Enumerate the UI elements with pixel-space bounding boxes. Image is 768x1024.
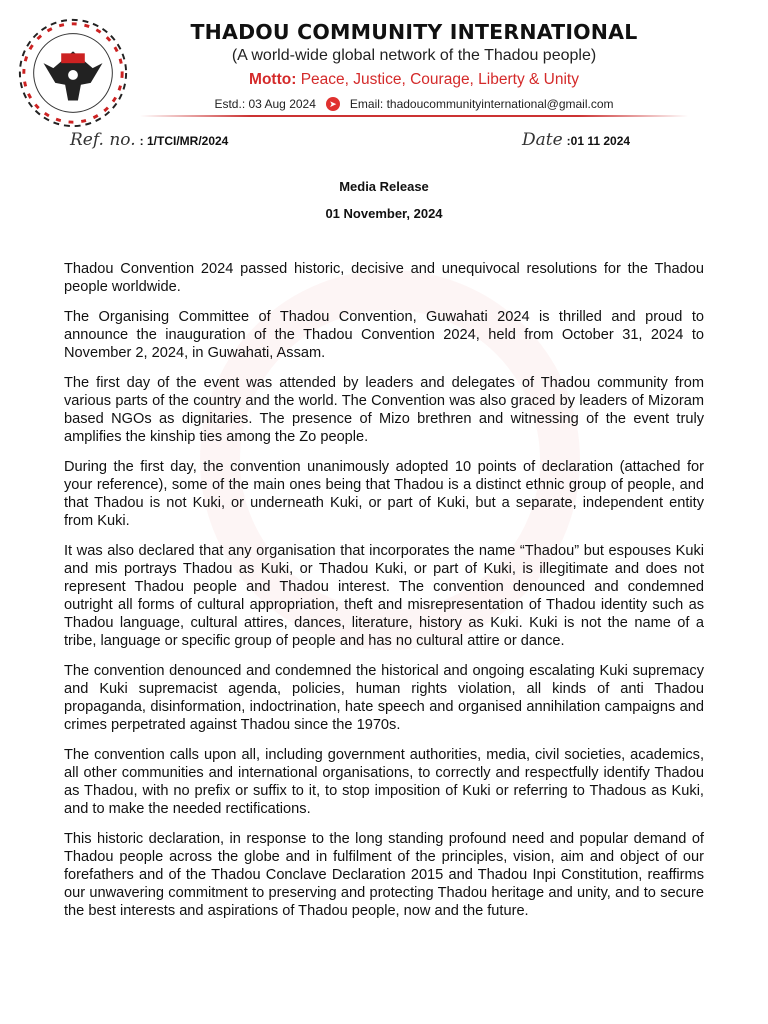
- paragraph: The first day of the event was attended by leaders and delegates of Thadou community from various parts of the country and the world. The Convention was also graced by leaders of Mizoram based NGOs as dignitaries. The presence of Mizo brethren and witnessing of the event truly amplifies the kinship ties among the Zo people.: [64, 375, 704, 445]
- established-date: Estd.: 03 Aug 2024: [214, 97, 316, 111]
- motto: [150, 71, 678, 89]
- release-date: 01 November, 2024: [325, 206, 443, 221]
- paragraph: The Organising Committee of Thadou Convention, Guwahati 2024 is thrilled and proud to announce the inauguration of the Thadou Convention 2024, held from October 31, 2024 to November 2, 2024, in Guwahati, Assam.: [64, 309, 704, 361]
- organization-subtitle: (A world-wide global network of the Thadou people): [231, 47, 597, 64]
- paragraph: The convention calls upon all, including government authorities, media, civil societies, academics, all other communities and international organisations, to correctly and respectfully identify Thadou as Thadou, with no prefix or suffix to it, to stop imposition of Kuki or referring to Thadous as Kuki, and to make the needed rectifications.: [64, 747, 704, 817]
- ref-value: : 1/TCI/MR/2024: [139, 134, 229, 148]
- document-date: [522, 130, 630, 150]
- document-title: Media Release: [339, 179, 429, 194]
- paragraph: During the first day, the convention unanimously adopted 10 points of declaration (attached for your reference), some of the main ones being that Thadou is a distinct ethnic group of people, and that Thadou is not Kuki, or underneath Kuki, or part of Kuki, but a separate, independent entity from Kuki.: [64, 459, 704, 529]
- paragraph: Thadou Convention 2024 passed historic, decisive and unequivocal resolutions for the Thadou people worldwide.: [64, 261, 704, 295]
- header-divider: [140, 115, 688, 117]
- motto-label: Motto:: [249, 71, 297, 88]
- contact-line: [150, 97, 678, 111]
- ref-label: Ref. no.: [70, 130, 136, 150]
- motto-text: Peace, Justice, Courage, Liberty & Unity: [300, 71, 579, 88]
- paragraph: The convention denounced and condemned the historical and ongoing escalating Kuki supremacy and Kuki supremacist agenda, policies, human rights violation, all kinds of anti Thadou propaganda, disinformation, indoctrination, hate speech and organised annihilation campaigns and crimes perpetrated against Thadou since the 1970s.: [64, 663, 704, 733]
- paragraph: This historic declaration, in response to the long standing profound need and popular demand of Thadou people across the globe and in fulfilment of the principles, vision, aim and object of our forefathers and of the Thadou Conclave Declaration 2015 and Thadou Inpi Constitution, reaffirms our unwavering commitment to preserving and protecting Thadou heritage and unity, and to secure the best interests and aspirations of Thadou people, now and the future.: [64, 831, 704, 919]
- email-icon: ➤: [326, 97, 340, 111]
- organization-seal-logo: [14, 14, 132, 132]
- date-label: Date: [522, 130, 563, 150]
- reference-number: [70, 130, 228, 150]
- paragraph: It was also declared that any organisation that incorporates the name “Thadou” but espouses Kuki and mis portrays Thadou as Kuki, or Thadou Kuki, or part of Kuki, is illegitimate and does not represent Thadou people and Thadou interest. The convention denounced and condemned outright all forms of cultural appropriation, theft and misrepresentation of Thadou identity such as Thadou language, cultural attires, dances, literature, history as Kuki. Kuki is not the name of a tribe, language or specific group of people and has no cultural attire or dance.: [64, 543, 704, 649]
- document-body: [64, 260, 704, 932]
- letterhead: [150, 20, 678, 111]
- date-value: :01 11 2024: [566, 134, 631, 148]
- organization-name: THADOU COMMUNITY INTERNATIONAL: [190, 20, 638, 44]
- email-address[interactable]: Email: thadoucommunityinternational@gmail.com: [349, 97, 614, 111]
